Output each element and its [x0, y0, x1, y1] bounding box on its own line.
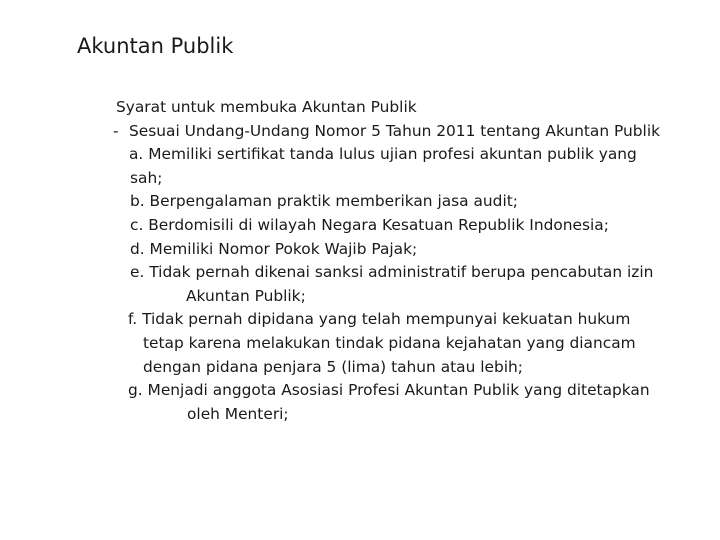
requirement-e-line-1: e. Tidak pernah dikenai sanksi administratif berupa pencabutan izin: [130, 263, 654, 282]
law-reference-text: Sesuai Undang-Undang Nomor 5 Tahun 2011 tentang Akuntan Publik: [129, 121, 661, 140]
slide-title: Akuntan Publik: [77, 34, 234, 58]
requirement-d: d. Memiliki Nomor Pokok Wajib Pajak;: [130, 239, 418, 258]
dash-bullet: -: [113, 121, 119, 140]
requirement-f-line-3: dengan pidana penjara 5 (lima) tahun atau lebih;: [143, 357, 523, 376]
requirements-heading: Syarat untuk membuka Akuntan Publik: [116, 98, 417, 116]
requirement-c: c. Berdomisili di wilayah Negara Kesatuan Republik Indonesia;: [130, 215, 609, 234]
slide-body: [0, 96, 720, 426]
requirement-g-line-2: oleh Menteri;: [187, 404, 289, 423]
requirement-f-line-1: f. Tidak pernah dipidana yang telah mempunyai kekuatan hukum: [128, 310, 631, 329]
requirement-g-line-1: g. Menjadi anggota Asosiasi Profesi Akuntan Publik yang ditetapkan: [128, 381, 650, 400]
requirement-a-line-2: sah;: [130, 168, 163, 187]
law-reference-line: [0, 120, 720, 144]
requirement-b: b. Berpengalaman praktik memberikan jasa audit;: [130, 192, 518, 211]
requirement-f-line-2: tetap karena melakukan tindak pidana kejahatan yang diancam: [143, 333, 636, 352]
requirement-e-line-2: Akuntan Publik;: [186, 286, 306, 305]
requirement-a-line-1: a. Memiliki sertifikat tanda lulus ujian profesi akuntan publik yang: [129, 145, 637, 164]
